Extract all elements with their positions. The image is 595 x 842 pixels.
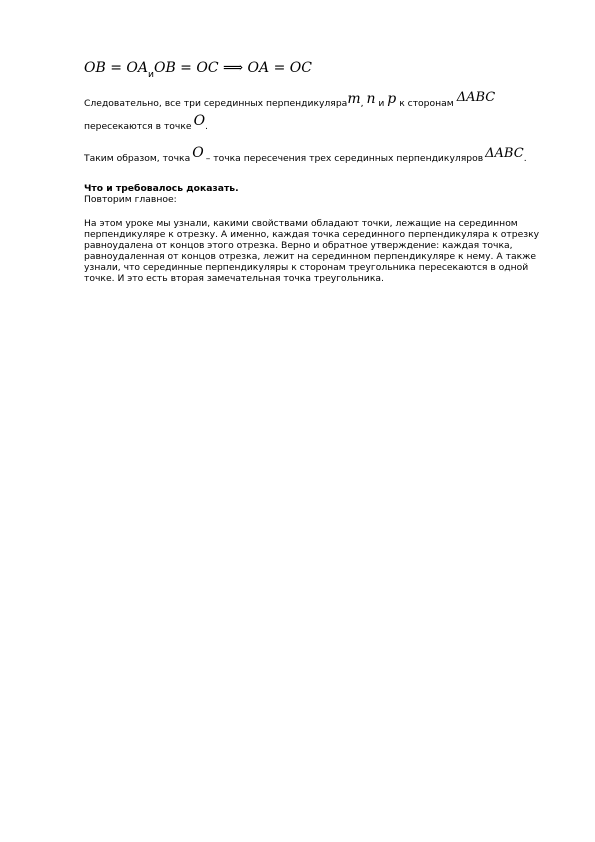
symbol-triangle-abc: ΔABC [456, 90, 496, 105]
conclusion-line-1-continued [84, 113, 208, 132]
conclusion-1-text-a: Следовательно, все три серединных перпендикуляра [84, 98, 348, 109]
symbol-p: p [387, 91, 397, 107]
period: . [523, 153, 527, 164]
equation-part-2: OB = OC ⟹ OA = OC [153, 60, 312, 76]
comma: , [360, 98, 364, 109]
conclusion-1-text-c: пересекаются в точке [84, 121, 192, 132]
conclusion-1-text-b: к сторонам [399, 98, 454, 109]
conclusion-line-1 [84, 92, 495, 109]
symbol-triangle-abc: ΔABC [485, 146, 524, 161]
equation-line [84, 57, 312, 79]
conjunction-and: и [378, 98, 385, 109]
equation-conjunction: и [147, 69, 154, 80]
conclusion-2-text-a: Таким образом, точка [84, 153, 191, 164]
symbol-o: O [192, 145, 204, 161]
symbol-n: n [366, 91, 376, 107]
period: . [205, 121, 208, 132]
qed-heading: Что и требовалось доказать. [84, 183, 239, 194]
conclusion-2-text-b: – точка пересечения трех серединных перпендикуляров [205, 153, 484, 164]
equation-part-1: OB = OA [84, 60, 148, 76]
symbol-o: O [193, 113, 206, 129]
conclusion-line-2 [84, 145, 527, 164]
symbol-m: m [347, 91, 361, 107]
summary-paragraph: На этом уроке мы узнали, какими свойствами обладают точки, лежащие на серединном перпендикуляре к отрезку. А именно, каждая точка серединного перпендикуляра к отрезку равноудалена от концов этого отрезка. Верно и обратное утверждение: каждая точка, равноудаленная от концов отрезка, лежит на серединном перпендикуляре к нему. А также узнали, что серединные перпендикуляры к сторонам треугольника пересекаются в одной точке. И это есть вторая замечательная точка треугольника. [84, 218, 540, 284]
recap-heading: Повторим главное: [84, 194, 177, 205]
